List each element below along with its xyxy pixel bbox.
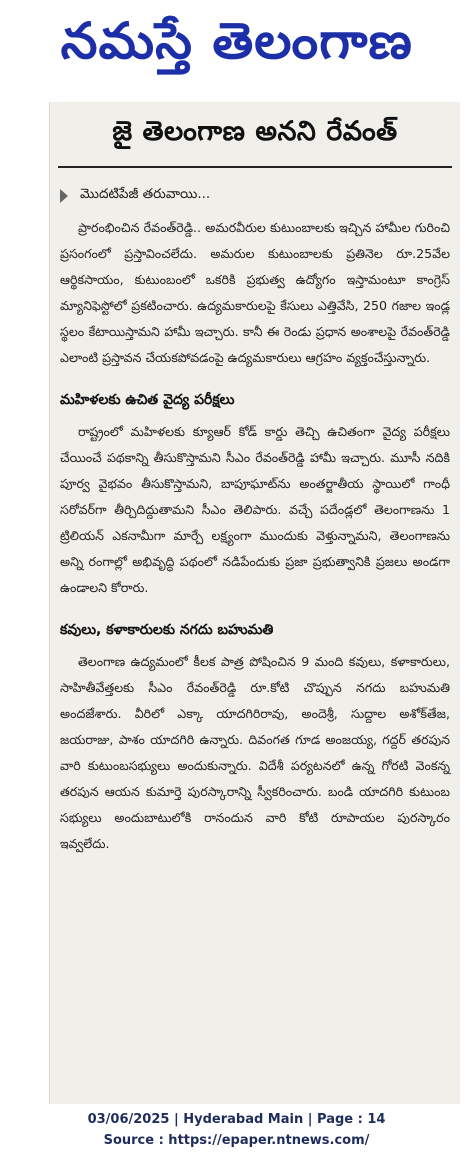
continued-label: మొదటిపేజీ తరువాయి... — [80, 186, 211, 202]
article-paragraph-1: ప్రారంభించిన రేవంత్‌రెడ్డి.. అమరవీరుల కుటుంబాలకు ఇచ్చిన హామీల గురించి ప్రసంగంలో ప్రస్తావించలేదు. అమరుల కుటుంబాలకు ప్రతినెల రూ.25వేల ఆర్థికసాయం, కుటుంబంలో ఒకరికి ప్రభుత్వ ఉద్యోగం ఇస్తామంటూ కాంగ్రెస్ మ్యానిఫెస్టోలో ప్రకటించారు. ఉద్యమకారులపై కేసులు ఎత్తివేసి, 250 గజాల ఇండ్ల స్థలం కేటాయిస్తామని హామీ ఇచ్చారు. కానీ ఈ రెండు ప్రధాన అంశాలపై రేవంత్‌రెడ్డి ఎలాంటి ప్రస్తావన చేయకపోవడంపై ఉద్యమకారులు ఆగ్రహం వ్యక్తంచేస్తున్నారు. — [60, 220, 450, 365]
headline-divider — [58, 166, 452, 168]
arrow-right-icon — [60, 189, 68, 203]
subheading-cash-prize: కవులు, కళాకారులకు నగదు బహుమతి — [60, 622, 274, 638]
footer-source: Source : https://epaper.ntnews.com/ — [103, 1133, 370, 1148]
footer-edition-info: 03/06/2025 | Hyderabad Main | Page : 14 — [87, 1112, 386, 1127]
newspaper-logo: నమస్తే తెలంగాణ — [60, 12, 413, 70]
subheading-health-tests: మహిళలకు ఉచిత వైద్య పరీక్షలు — [60, 392, 235, 408]
article-clipping — [49, 102, 460, 1104]
article-paragraph-2: రాష్ట్రంలో మహిళలకు క్యూఆర్ కోడ్ కార్డు తెచ్చి ఉచితంగా వైద్య పరీక్షలు చేయించే పథకాన్ని తీసుకొస్తామని సీఎం రేవంత్‌రెడ్డి హామీ ఇచ్చారు. మూసీ నదికి పూర్వ వైభవం తీసుకొస్తామని, బాపూఘాట్‌ను అంతర్జాతీయ స్థాయిలో గాంధీ సరోవర్‌గా తీర్చిదిద్దుతామని సీఎం తెలిపారు. వచ్చే పదేండ్లలో తెలంగాణను 1 ట్రిలియన్ ఎకనామీగా మార్చే లక్ష్యంగా ముందుకు వెళ్తున్నామని, తెలంగాణను అన్ని రంగాల్లో అభివృద్ధి పథంలో నడిపేందుకు ప్రజా ప్రభుత్వానికి ప్రజలు అండగా ఉండాలని కోరారు. — [60, 424, 450, 595]
continued-from-front-page — [60, 186, 460, 205]
article-headline: జై తెలంగాణ అనని రేవంత్ — [112, 116, 398, 147]
article-paragraph-3: తెలంగాణ ఉద్యమంలో కీలక పాత్ర పోషించిన 9 మంది కవులు, కళాకారులు, సాహితీవేత్తలకు సీఎం రేవంత్‌రెడ్డి రూ.కోటి చొప్పున నగదు బహుమతి అందజేశారు. వీరిలో ఎక్కా యాదగిరిరావు, అందెశ్రీ, సుద్దాల అశోక్‌తేజ, జయరాజు, పాశం యాదగిరి ఉన్నారు. దివంగత గూడ అంజయ్య, గద్దర్ తరపున వారి కుటుంబసభ్యులు అందుకున్నారు. విదేశీ పర్యటనలో ఉన్న గోరటి వెంకన్న తరపున ఆయన కుమార్తె పురస్కారాన్ని స్వీకరించారు. బండి యాదగిరి కుటుంబ సభ్యులు అందుబాటులోకి రానందున వారి కోటి రూపాయల పురస్కారం ఇవ్వలేదు. — [60, 654, 450, 851]
masthead — [0, 0, 473, 82]
